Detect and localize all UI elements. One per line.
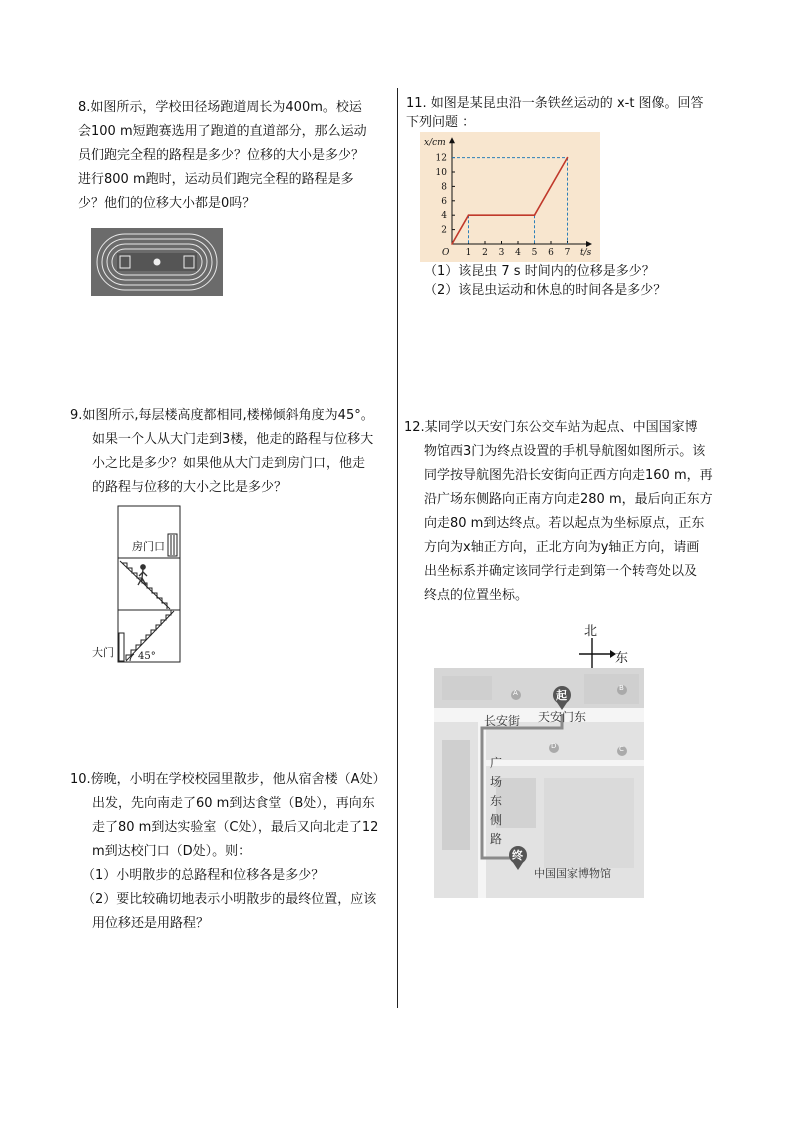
q10-sub: 用位移还是用路程？ [92, 916, 210, 931]
q8-line: 少？他们的位移大小都是0吗？ [78, 196, 256, 211]
y-tick-label: 10 [435, 168, 447, 178]
navigation-map [434, 668, 644, 898]
y-tick-label: 6 [441, 196, 447, 207]
q8-line: 会100 m短跑赛选用了跑道的直道部分，那么运动 [78, 124, 367, 139]
q8-line: 进行800 m跑时，运动员们跑完全程的路程是多 [78, 172, 354, 187]
q11-line: 11. 如图是某昆虫沿一条铁丝运动的 x-t 图像。回答 [406, 96, 704, 111]
q11-sub: （1）该昆虫 7 s 时间内的位移是多少？ [424, 264, 655, 279]
map-start-marker: 起 [556, 689, 567, 702]
map-marker-c: C [619, 745, 624, 753]
q8-line: 员们跑完全程的路程是多少？位移的大小是多少？ [78, 148, 365, 163]
data-point [451, 243, 453, 245]
column-divider [397, 88, 398, 1008]
q9-line: 如果一个人从大门走到3楼，他走的路程与位移大 [92, 432, 374, 447]
x-tick-label: 6 [548, 248, 554, 258]
question-8 [78, 96, 390, 216]
q12-line: 方向为x轴正方向，正北方向为y轴正方向，请画 [424, 540, 700, 555]
q9-line: 的路程与位移的大小之比是多少？ [92, 480, 288, 495]
map-street-label: 长安街 [484, 714, 521, 728]
map-museum-label: 中国国家博物馆 [534, 867, 611, 880]
x-tick-label: 7 [564, 248, 571, 258]
stairs-figure [90, 505, 190, 665]
road-char: 东 [490, 794, 503, 808]
question-10 [70, 768, 395, 936]
data-point [468, 214, 470, 216]
map-marker-d: D [551, 742, 557, 750]
y-tick-label: 4 [441, 211, 447, 222]
y-tick-label: 12 [435, 153, 447, 164]
question-11 [406, 94, 736, 132]
origin-label: O [442, 248, 450, 258]
q10-line: m到达校门口（D处）。则： [92, 844, 252, 859]
q12-line: 12.某同学以天安门东公交车站为起点、中国国家博 [404, 420, 698, 435]
x-axis-label: t/s [580, 248, 592, 258]
q12-line: 沿广场东侧路向正南方向走280 m，最后向正东方 [424, 492, 713, 507]
map-marker-b: B [619, 684, 624, 692]
main-door-label: 大门 [92, 646, 114, 659]
x-tick-label: 2 [482, 248, 488, 258]
map-road-label [490, 754, 504, 849]
q10-sub: （2）要比较确切地表示小明散步的最终位置，应该 [82, 892, 377, 907]
xt-chart [420, 132, 600, 262]
x-tick-label: 1 [465, 248, 472, 258]
x-tick-label: 4 [515, 248, 521, 258]
q12-line: 终点的位置坐标。 [424, 588, 529, 603]
road-char: 场 [490, 775, 503, 789]
map-end-marker: 终 [512, 849, 523, 862]
y-tick-label: 2 [441, 225, 447, 236]
q10-line: 10.傍晚，小明在学校校园里散步，他从宿舍楼（A处） [70, 772, 386, 787]
q11-sub: （2）该昆虫运动和休息的时间各是多少？ [424, 283, 667, 298]
q9-line: 9.如图所示,每层楼高度都相同,楼梯倾斜角度为45°。 [70, 408, 374, 423]
compass-north: 北 [584, 624, 598, 639]
road-char: 路 [490, 832, 503, 846]
question-9 [70, 404, 395, 500]
track-figure [91, 228, 223, 296]
q12-line: 物馆西3门为终点设置的手机导航图如图所示。该 [424, 444, 706, 459]
chart-background [420, 132, 600, 262]
q11-subs [424, 262, 744, 300]
road-char: 侧 [490, 813, 503, 827]
room-door-label: 房门口 [132, 540, 165, 553]
q11-line: 下列问题 ： [406, 115, 476, 130]
q10-sub: （1）小明散步的总路程和位移各是多少？ [82, 868, 325, 883]
road-char: 广 [490, 756, 503, 770]
angle-label: 45° [138, 651, 156, 662]
map-station-label: 天安门东 [538, 710, 587, 724]
q12-line: 向走80 m到达终点。若以起点为坐标原点，正东 [424, 516, 705, 531]
compass [574, 618, 634, 670]
y-axis-label: x/cm [424, 138, 446, 149]
q10-line: 走了80 m到达实验室（C处），最后又向北走了12 [92, 820, 379, 835]
map-marker-a: A [513, 689, 518, 697]
q9-line: 小之比是多少？如果他从大门走到房门口，他走 [92, 456, 366, 471]
y-tick-label: 8 [441, 182, 447, 193]
question-12 [404, 416, 732, 608]
q10-line: 出发，先向南走了60 m到达食堂（B处），再向东 [92, 796, 375, 811]
data-point [534, 214, 536, 216]
x-tick-label: 5 [531, 248, 538, 258]
data-point [567, 157, 569, 159]
q12-line: 同学按导航图先沿长安街向正西方向走160 m，再 [424, 468, 713, 483]
q12-line: 出坐标系并确定该同学行走到第一个转弯处以及 [424, 564, 698, 579]
compass-east: 东 [615, 651, 629, 666]
q8-line: 8.如图所示，学校田径场跑道周长为400m。校运 [78, 100, 362, 115]
x-tick-label: 3 [498, 248, 505, 258]
